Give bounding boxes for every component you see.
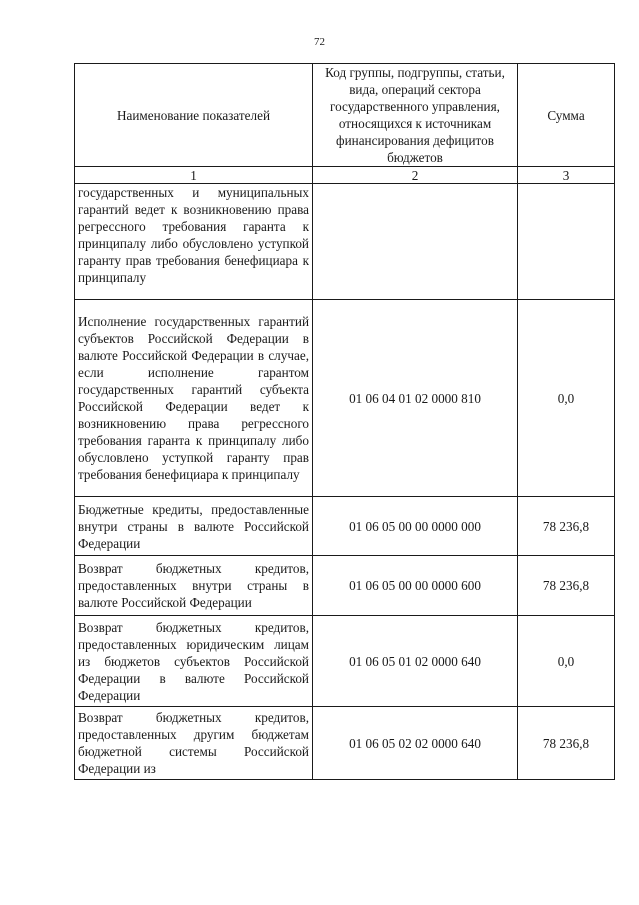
column-number: 3 [518, 167, 615, 184]
row-name: Возврат бюджетных кредитов, предоставленных внутри страны в валюте Российской Федерации [75, 556, 313, 616]
row-name: Бюджетные кредиты, предоставленные внутри страны в валюте Российской Федерации [75, 497, 313, 556]
row-sum: 78 236,8 [518, 497, 615, 556]
column-number: 2 [313, 167, 518, 184]
budget-sources-table [74, 63, 615, 780]
table-row [75, 707, 615, 780]
header-indicator-name: Наименование показателей [75, 64, 313, 167]
column-number-row [75, 167, 615, 184]
row-code: 01 06 05 00 00 0000 000 [313, 497, 518, 556]
page-number: 72 [314, 36, 325, 48]
table-row [75, 184, 615, 300]
row-name: Возврат бюджетных кредитов, предоставленных другим бюджетам бюджетной системы Российской Федерации из [75, 707, 313, 780]
row-name: Возврат бюджетных кредитов, предоставленных юридическим лицам из бюджетов субъектов Российской Федерации в валюте Российской Федерации [75, 616, 313, 707]
row-code: 01 06 05 00 00 0000 600 [313, 556, 518, 616]
row-sum: 78 236,8 [518, 556, 615, 616]
row-sum: 78 236,8 [518, 707, 615, 780]
row-sum: 0,0 [518, 616, 615, 707]
row-name: Исполнение государственных гарантий субъектов Российской Федерации в валюте Российской Федерации в случае, если исполнение гарантом государственных гарантий субъекта Российской Федерации ведет к возникновению права регрессного требования гаранта к принципалу либо обусловлено уступкой гаранту прав требования бенефициара к принципалу [75, 300, 313, 497]
table-row [75, 616, 615, 707]
table-header-row [75, 64, 615, 167]
column-number: 1 [75, 167, 313, 184]
header-amount: Сумма [518, 64, 615, 167]
row-code [313, 184, 518, 300]
table-row [75, 497, 615, 556]
row-code: 01 06 05 01 02 0000 640 [313, 616, 518, 707]
row-sum: 0,0 [518, 300, 615, 497]
header-classification-code: Код группы, подгруппы, статьи, вида, операций сектора государственного управления, относящихся к источникам финансирования дефицитов бюджетов [313, 64, 518, 167]
row-sum [518, 184, 615, 300]
table-row [75, 556, 615, 616]
table-row [75, 300, 615, 497]
row-name: государственных и муниципальных гарантий ведет к возникновению права регрессного требования гаранта к принципалу либо обусловлено уступкой гаранту прав требования бенефициара к принципалу [75, 184, 313, 300]
row-code: 01 06 05 02 02 0000 640 [313, 707, 518, 780]
row-code: 01 06 04 01 02 0000 810 [313, 300, 518, 497]
